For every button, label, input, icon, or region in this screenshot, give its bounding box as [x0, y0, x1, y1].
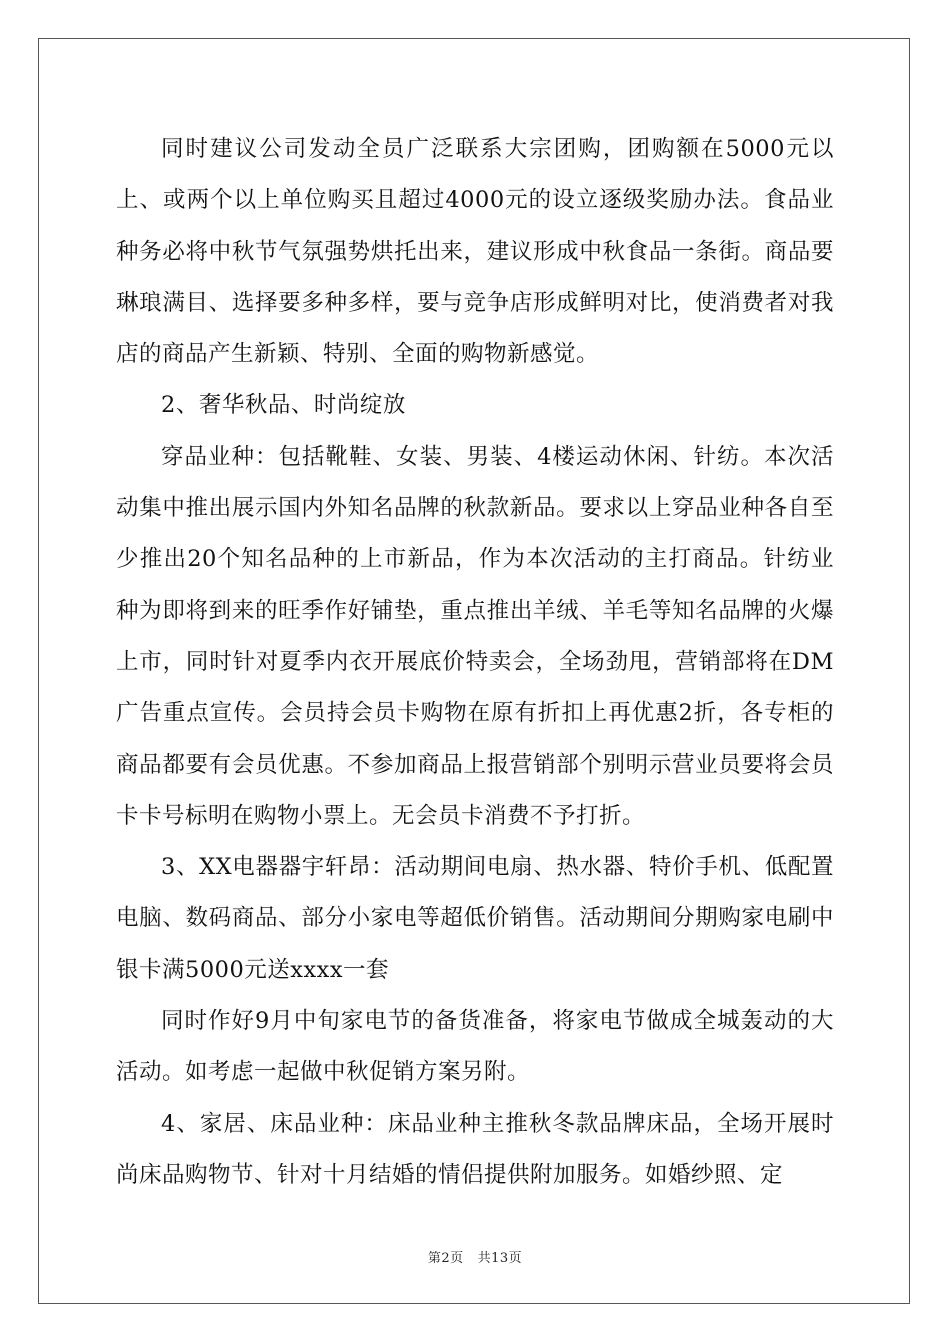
- document-body: [116, 124, 834, 1201]
- page-total: 共13页: [477, 1251, 523, 1266]
- paragraph-apparel: 穿品业种：包括靴鞋、女装、男装、4楼运动休闲、针纺。本次活动集中推出展示国内外知名品牌的秋款新品。要求以上穿品业种各自至少推出20个知名品种的上市新品，作为本次活动的主打商品。针纺业种为即将到来的旺季作好铺垫，重点推出羊绒、羊毛等知名品牌的火爆上市，同时针对夏季内衣开展底价特卖会，全场劲甩，营销部将在DM广告重点宣传。会员持会员卡购物在原有折扣上再优惠2折，各专柜的商品都要有会员优惠。不参加商品上报营销部个别明示营业员要将会员卡卡号标明在购物小票上。无会员卡消费不予打折。: [116, 443, 834, 829]
- paragraph-heading-autumn-fashion: 2、奢华秋品、时尚绽放: [161, 392, 406, 419]
- paragraph-appliance-festival: 同时作好9月中旬家电节的备货准备，将家电节做成全城轰动的大活动。如考虑一起做中秋促销方案另附。: [116, 1008, 834, 1086]
- paragraph-electronics: 3、XX电器器宇轩昂：活动期间电扇、热水器、特价手机、低配置电脑、数码商品、部分小家电等超低价销售。活动期间分期购家电刷中银卡满5000元送xxxx一套: [116, 854, 834, 983]
- page-number: 第2页: [427, 1251, 464, 1266]
- paragraph-home-bedding: 4、家居、床品业种：床品业种主推秋冬款品牌床品，全场开展时尚床品购物节、针对十月结婚的情侣提供附加服务。如婚纱照、定: [116, 1110, 834, 1188]
- paragraph-group-purchase: 同时建议公司发动全员广泛联系大宗团购，团购额在5000元以上、或两个以上单位购买且超过4000元的设立逐级奖励办法。食品业种务必将中秋节气氛强势烘托出来，建议形成中秋食品一条街。商品要琳琅满目、选择要多种多样，要与竞争店形成鲜明对比，使消费者对我店的商品产生新颖、特别、全面的购物新感觉。: [116, 136, 834, 368]
- page-footer: [0, 1247, 950, 1266]
